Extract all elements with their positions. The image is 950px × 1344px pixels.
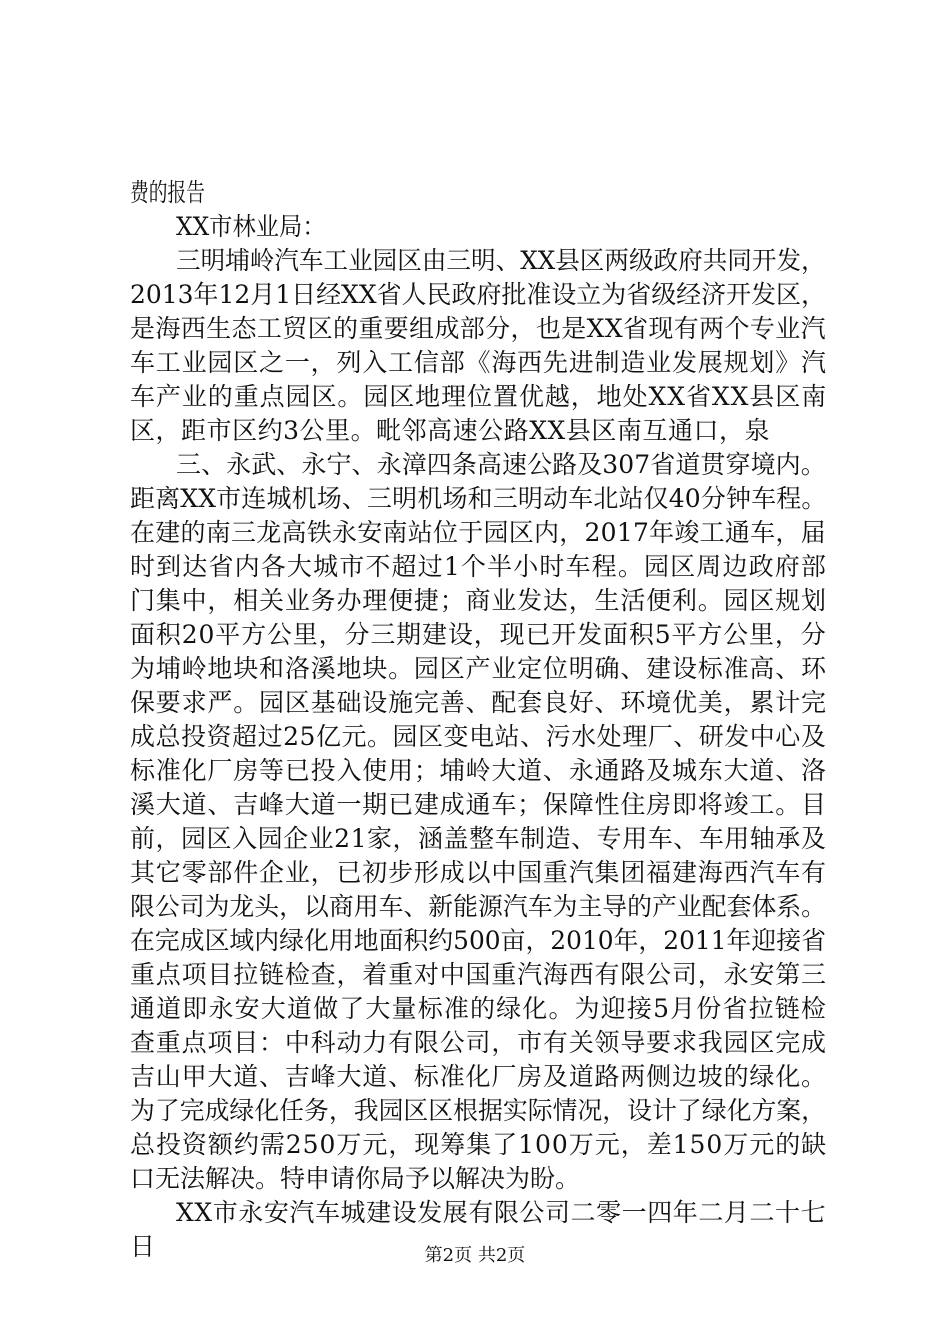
paragraph-line: 口无法解决。特申请你局予以解决为盼。: [130, 1164, 581, 1193]
paragraph-line: 时到达省内各大城市不超过1个半小时车程。园区周边政府部: [130, 552, 828, 581]
paragraph-line: 在完成区域内绿化用地面积约500亩，2010年，2011年迎接省: [130, 926, 826, 955]
paragraph-line: 是海西生态工贸区的重要组成部分，也是XX省现有两个专业汽: [130, 314, 826, 343]
paragraph-line: 成总投资超过25亿元。园区变电站、污水处理厂、研发中心及: [130, 722, 827, 751]
paragraph-line: 2013年12月1日经XX省人民政府批准设立为省级经济开发区，: [130, 280, 826, 309]
paragraph-line: 为了完成绿化任务，我园区区根据实际情况，设计了绿化方案，: [130, 1096, 827, 1125]
paragraph-line: 吉山甲大道、吉峰大道、标准化厂房及道路两侧边坡的绿化。: [130, 1062, 827, 1091]
paragraph-line: 门集中，相关业务办理便捷；商业发达，生活便利。园区规划: [130, 586, 827, 615]
paragraph-line: 三明埔岭汽车工业园区由三明、XX县区两级政府共同开发，: [176, 246, 826, 275]
paragraph-line: 三、永武、永宁、永漳四条高速公路及307省道贯穿境内。: [176, 450, 826, 479]
paragraph-line: 保要求严。园区基础设施完善、配套良好、环境优美，累计完: [130, 688, 827, 717]
paragraph-line: 查重点项目：中科动力有限公司，市有关领导要求我园区完成: [130, 1028, 827, 1057]
paragraph-line: 总投资额约需250万元，现筹集了100万元，差150万元的缺: [130, 1130, 828, 1159]
signature-line: XX市永安汽车城建设发展有限公司二零一四年二月二十七: [176, 1198, 827, 1227]
paragraph-line: 车工业园区之一，列入工信部《海西先进制造业发展规划》汽: [130, 348, 827, 377]
paragraph-line: 通道即永安大道做了大量标准的绿化。为迎接5月份省拉链检: [130, 994, 828, 1023]
title-line: 费的报告: [130, 178, 206, 207]
paragraph-line: 限公司为龙头，以商用车、新能源汽车为主导的产业配套体系。: [130, 892, 827, 921]
paragraph-line: 溪大道、吉峰大道一期已建成通车；保障性住房即将竣工。目: [130, 790, 827, 819]
paragraph-line: 在建的南三龙高铁永安南站位于园区内，2017年竣工通车，届: [130, 518, 826, 547]
paragraph-line: 重点项目拉链检查，着重对中国重汽海西有限公司，永安第三: [130, 960, 827, 989]
paragraph-line: 标准化厂房等已投入使用；埔岭大道、永通路及城东大道、洛: [130, 756, 827, 785]
paragraph-line: 区，距市区约3公里。毗邻高速公路XX县区南互通口，泉: [130, 416, 771, 445]
paragraph-line: 前，园区入园企业21家，涵盖整车制造、专用车、车用轴承及: [130, 824, 827, 853]
page-footer: 第2页 共2页: [424, 1245, 526, 1266]
addressee-line: XX市林业局：: [176, 212, 326, 241]
date-line: 日: [130, 1232, 156, 1261]
paragraph-line: 为埔岭地块和洛溪地块。园区产业定位明确、建设标准高、环: [130, 654, 827, 683]
paragraph-line: 面积20平方公里，分三期建设，现已开发面积5平方公里，分: [130, 620, 827, 649]
paragraph-line: 距离XX市连城机场、三明机场和三明动车北站仅40分钟车程。: [130, 484, 827, 513]
paragraph-line: 其它零部件企业，已初步形成以中国重汽集团福建海西汽车有: [130, 858, 827, 887]
paragraph-line: 车产业的重点园区。园区地理位置优越，地处XX省XX县区南: [130, 382, 828, 411]
